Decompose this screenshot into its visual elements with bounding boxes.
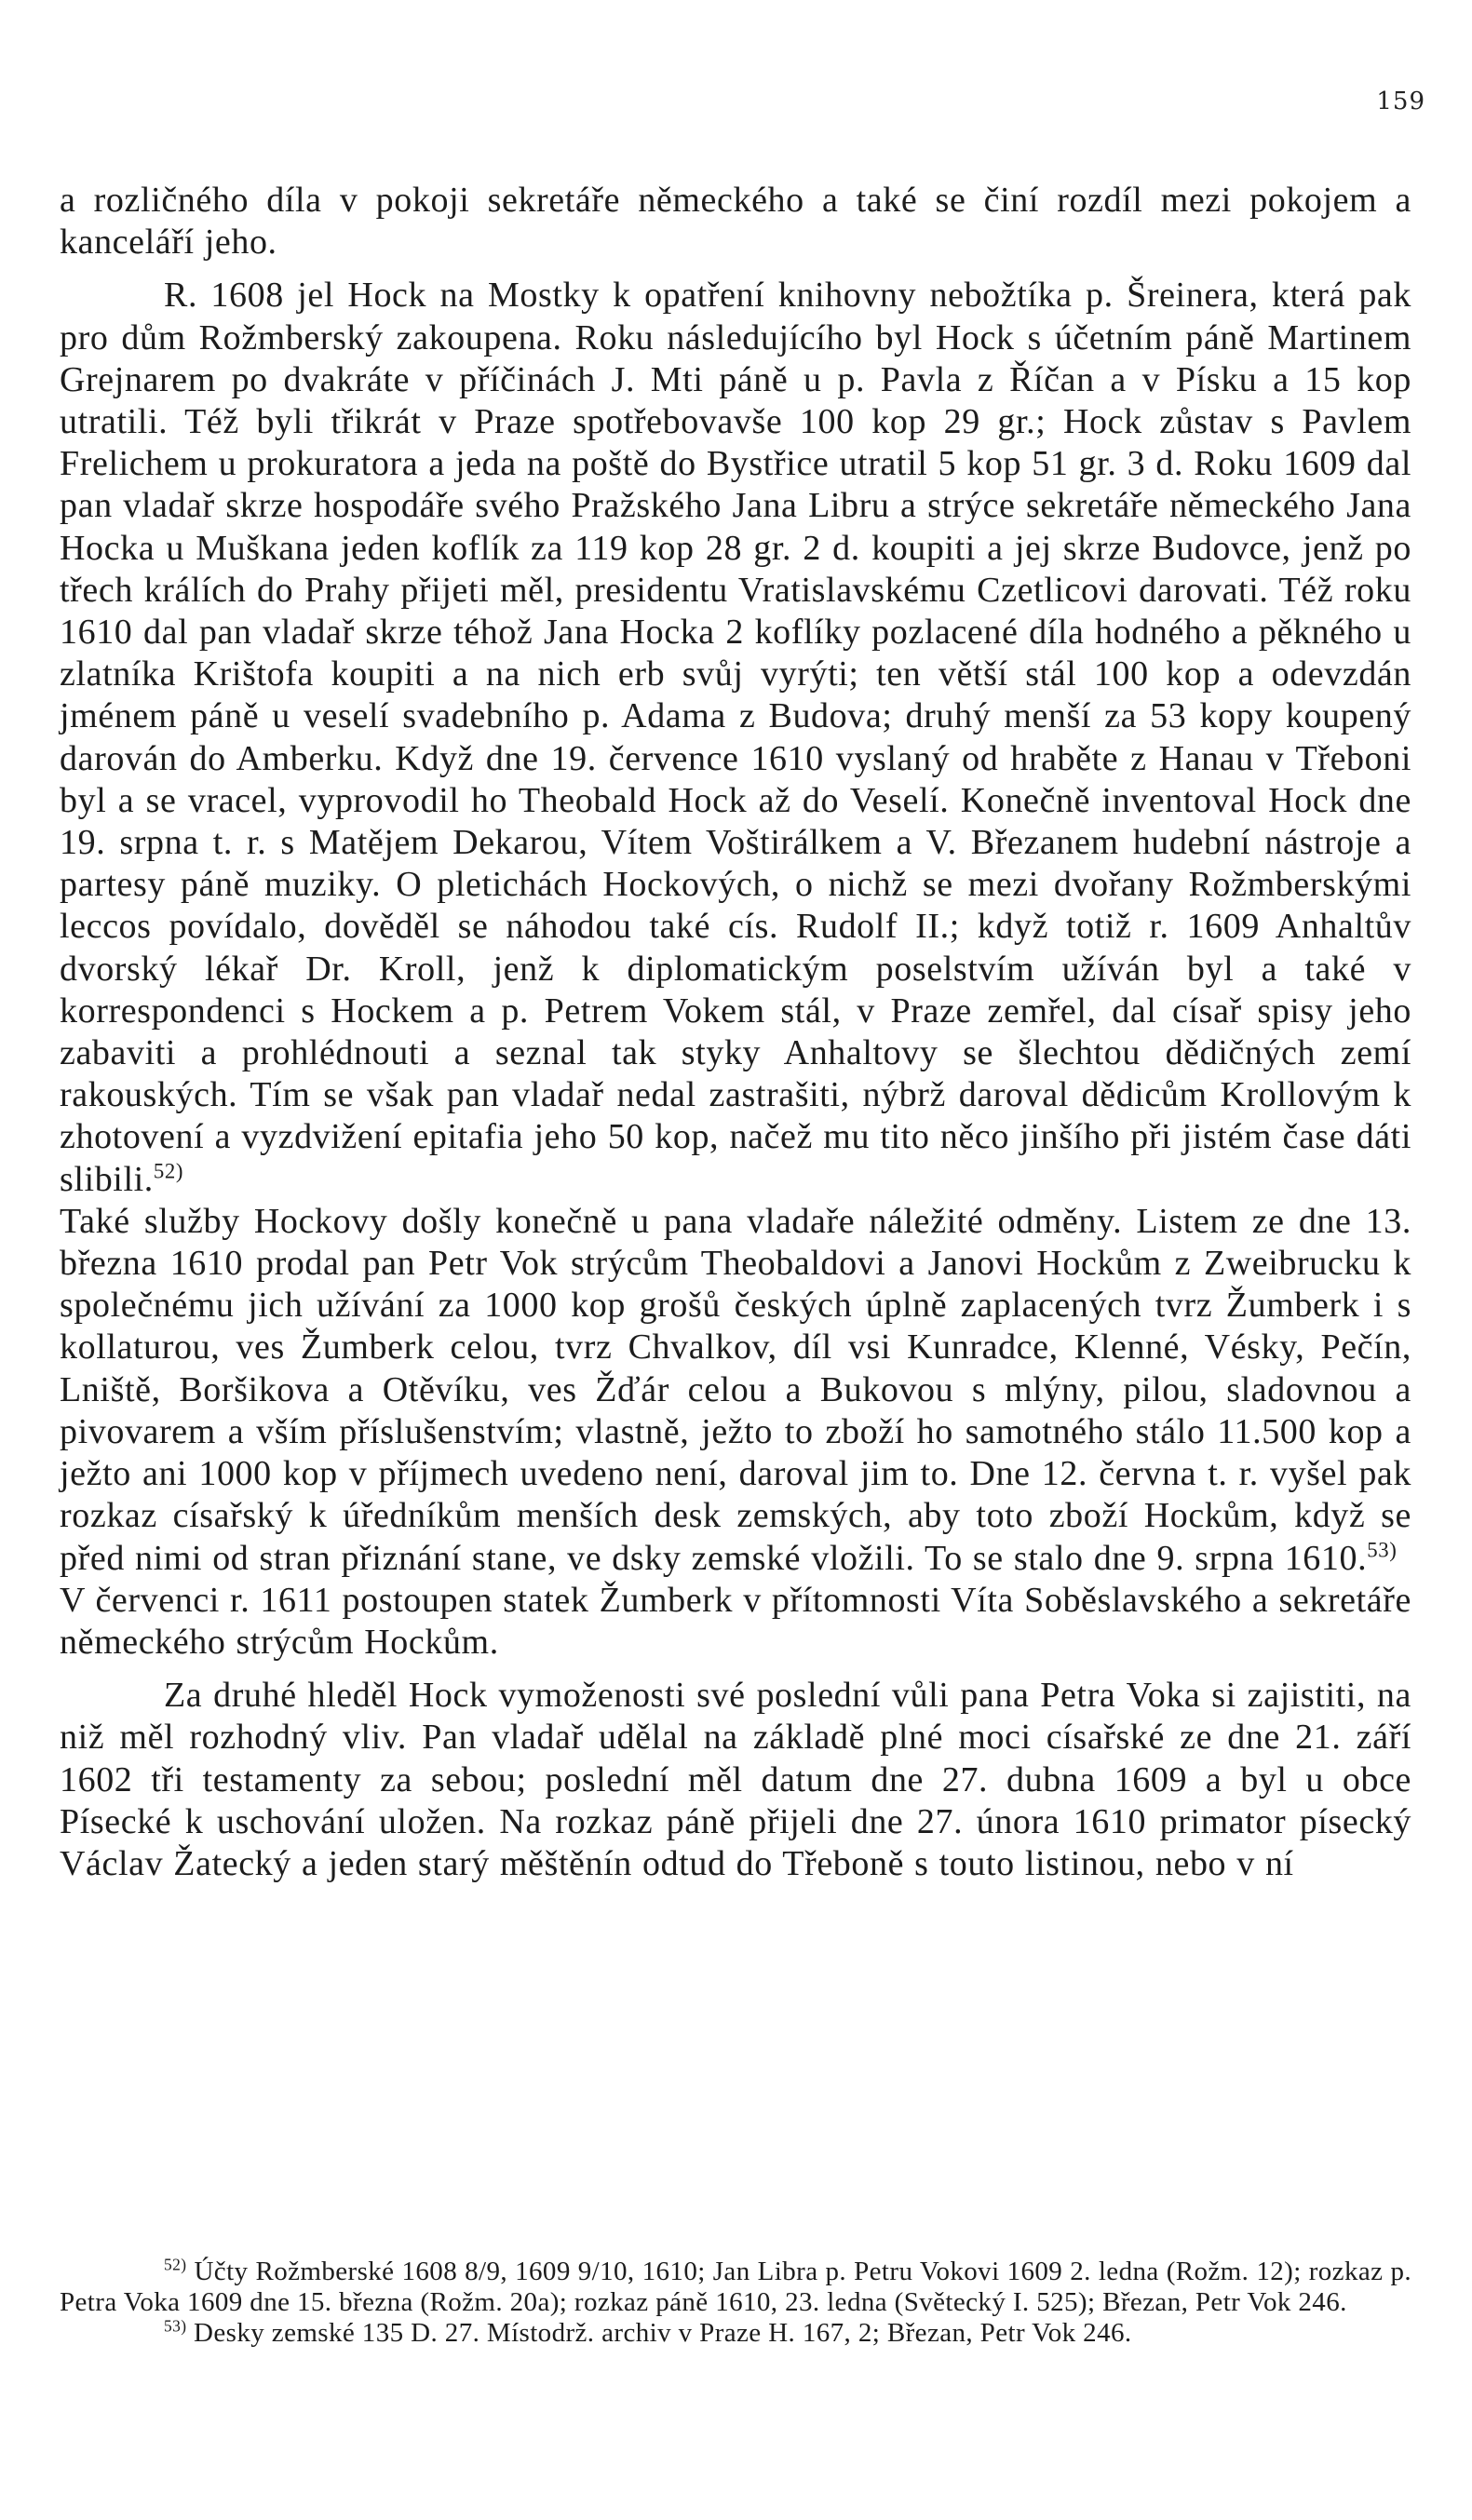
footnote-52: [60, 2257, 1411, 2318]
footnote-text: Účty Rožmberské 1608 8/9, 1609 9/10, 1610; Jan Libra p. Petru Vokovi 1609 2. ledna (Rožm. 12); rozkaz p. Petra Voka 1609 dne 15. března (Rožm. 20a); rozkaz páně 1610, 23. ledna (Světecký I. 525); Březan, Petr Vok 246.: [60, 2257, 1411, 2317]
footnote-text: Desky zemské 135 D. 27. Místodrž. archiv v Praze H. 167, 2; Březan, Petr Vok 246.: [194, 2318, 1132, 2348]
page-number: 159: [1376, 88, 1425, 115]
footnote-53: [60, 2318, 1411, 2349]
paragraph-text: a rozličného díla v pokoji sekretáře německého a také se činí rozdíl mezi pokojem a kanceláří jeho.: [60, 181, 1411, 263]
footnotes: [60, 2257, 1411, 2349]
footnote-mark-53: 53): [164, 2316, 187, 2336]
paragraph-text: V červenci r. 1611 postoupen statek Žumberk v přítomnosti Víta Soběslavského a sekretáře německého strýcům Hockům.: [60, 1580, 1411, 1662]
paragraph-text: Za druhé hleděl Hock vymoženosti své poslední vůli pana Petra Voka si zajistiti, na niž měl rozhodný vliv. Pan vladař udělal na základě plné moci císařské ze dne 21. září 1602 tři testamenty za sebou; poslední měl datum dne 27. dubna 1609 a byl u obce Písecké k uschování uložen. Na rozkaz páně přijeli dne 27. února 1610 primator písecký Václav Žatecký a jeden starý měštěnín odtud do Třeboně s touto listinou, nebo v ní: [60, 1676, 1411, 1883]
paragraph-zumberk-sale: [60, 1201, 1411, 1580]
footnote-ref-52: 52): [153, 1159, 184, 1183]
body-text: [60, 180, 1411, 1896]
footnote-ref-53: 53): [1367, 1537, 1398, 1561]
footnote-mark-52: 52): [164, 2255, 187, 2274]
paragraph-testament: [60, 1675, 1411, 1885]
paragraph-text: R. 1608 jel Hock na Mostky k opatření knihovny nebožtíka p. Šreinera, která pak pro dům Rožmberský zakoupena. Roku následujícího byl Hock s účetním páně Martinem Grejnarem po dvakráte v příčinách J. Mti páně u p. Pavla z Říčan a v Písku a 15 kop utratili. Též byli třikrát v Praze spotřebovavše 100 kop 29 gr.; Hock zůstav s Pavlem Frelichem u prokuratora a jeda na poště do Bystřice utratil 5 kop 51 gr. 3 d. Roku 1609 dal pan vladař skrze hospodáře svého Pražského Jana Libru a strýce sekretáře německého Jana Hocka u Muškana jeden koflík za 119 kop 28 gr. 2 d. koupiti a jej skrze Budovce, jenž po třech králích do Prahy přijeti měl, presidentu Vratislavskému Czetlicovi darovati. Též roku 1610 dal pan vladař skrze téhož Jana Hocka 2 koflíky pozlacené díla hodného a pěkného u zlatníka Krištofa koupiti a na nich erb svůj vyrýti; ten větší stál 100 kop a odevzdán jménem páně u veselí svadebního p. Adama z Budova; druhý menší za 53 kopy koupený darován do Amberku. Když dne 19. července 1610 vyslaný od hraběte z Hanau v Třeboni byl a se vracel, vyprovodil ho Theobald Hock až do Veselí. Konečně inventoval Hock dne 19. srpna t. r. s Matějem Dekarou, Vítem Voštirálkem a V. Březanem hudební nástroje a partesy páně muziky. O pletichách Hockových, o nichž se mezi dvořany Rožmberskými leccos povídalo, dověděl se náhodou také cís. Rudolf II.; když totiž r. 1609 Anhaltův dvorský lékař Dr. Kroll, jenž k diplomatickým poselstvím užíván byl a také v korrespondenci s Hockem a p. Petrem Vokem stál, v Praze zemřel, dal císař spisy jeho zabaviti a prohlédnouti a seznal tak styky Anhaltovy se šlechtou dědičných zemí rakouských. Tím se však pan vladař nedal zastrašiti, nýbrž daroval dědicům Krollovým k zhotovení a vyzdvižení epitafia jeho 50 kop, načež mu tito něco jinšího při jistém čase dáti slibili.: [60, 276, 1411, 1199]
paragraph-continuation: [60, 180, 1411, 263]
paragraph-zumberk-1611: [60, 1580, 1411, 1664]
paragraph-text: Také služby Hockovy došly konečně u pana vladaře náležité odměny. Listem ze dne 13. března 1610 prodal pan Petr Vok strýcům Theobaldovi a Janovi Hockům z Zweibrucku k společnému jich užívání za 1000 kop grošů českých úplně zaplacených tvrz Žumberk i s kollaturou, ves Žumberk celou, tvrz Chvalkov, díl vsi Kunradce, Klenné, Vésky, Pečín, Lniště, Boršikova a Otěvíku, ves Žďár celou a Bukovou s mlýny, pilou, sladovnou a pivovarem a vším příslušenstvím; vlastně, ježto to zboží ho samotného stálo 11.500 kop a ježto ani 1000 kop v příjmech uvedeno není, daroval jim to. Dne 12. června t. r. vyšel pak rozkaz císařský k úředníkům menších desk zemských, aby toto zboží Hockům, když se před nimi od stran přiznání stane, ve dsky zemské vložili. To se stalo dne 9. srpna 1610.: [60, 1201, 1411, 1578]
paragraph-hock-1608: [60, 275, 1411, 1200]
